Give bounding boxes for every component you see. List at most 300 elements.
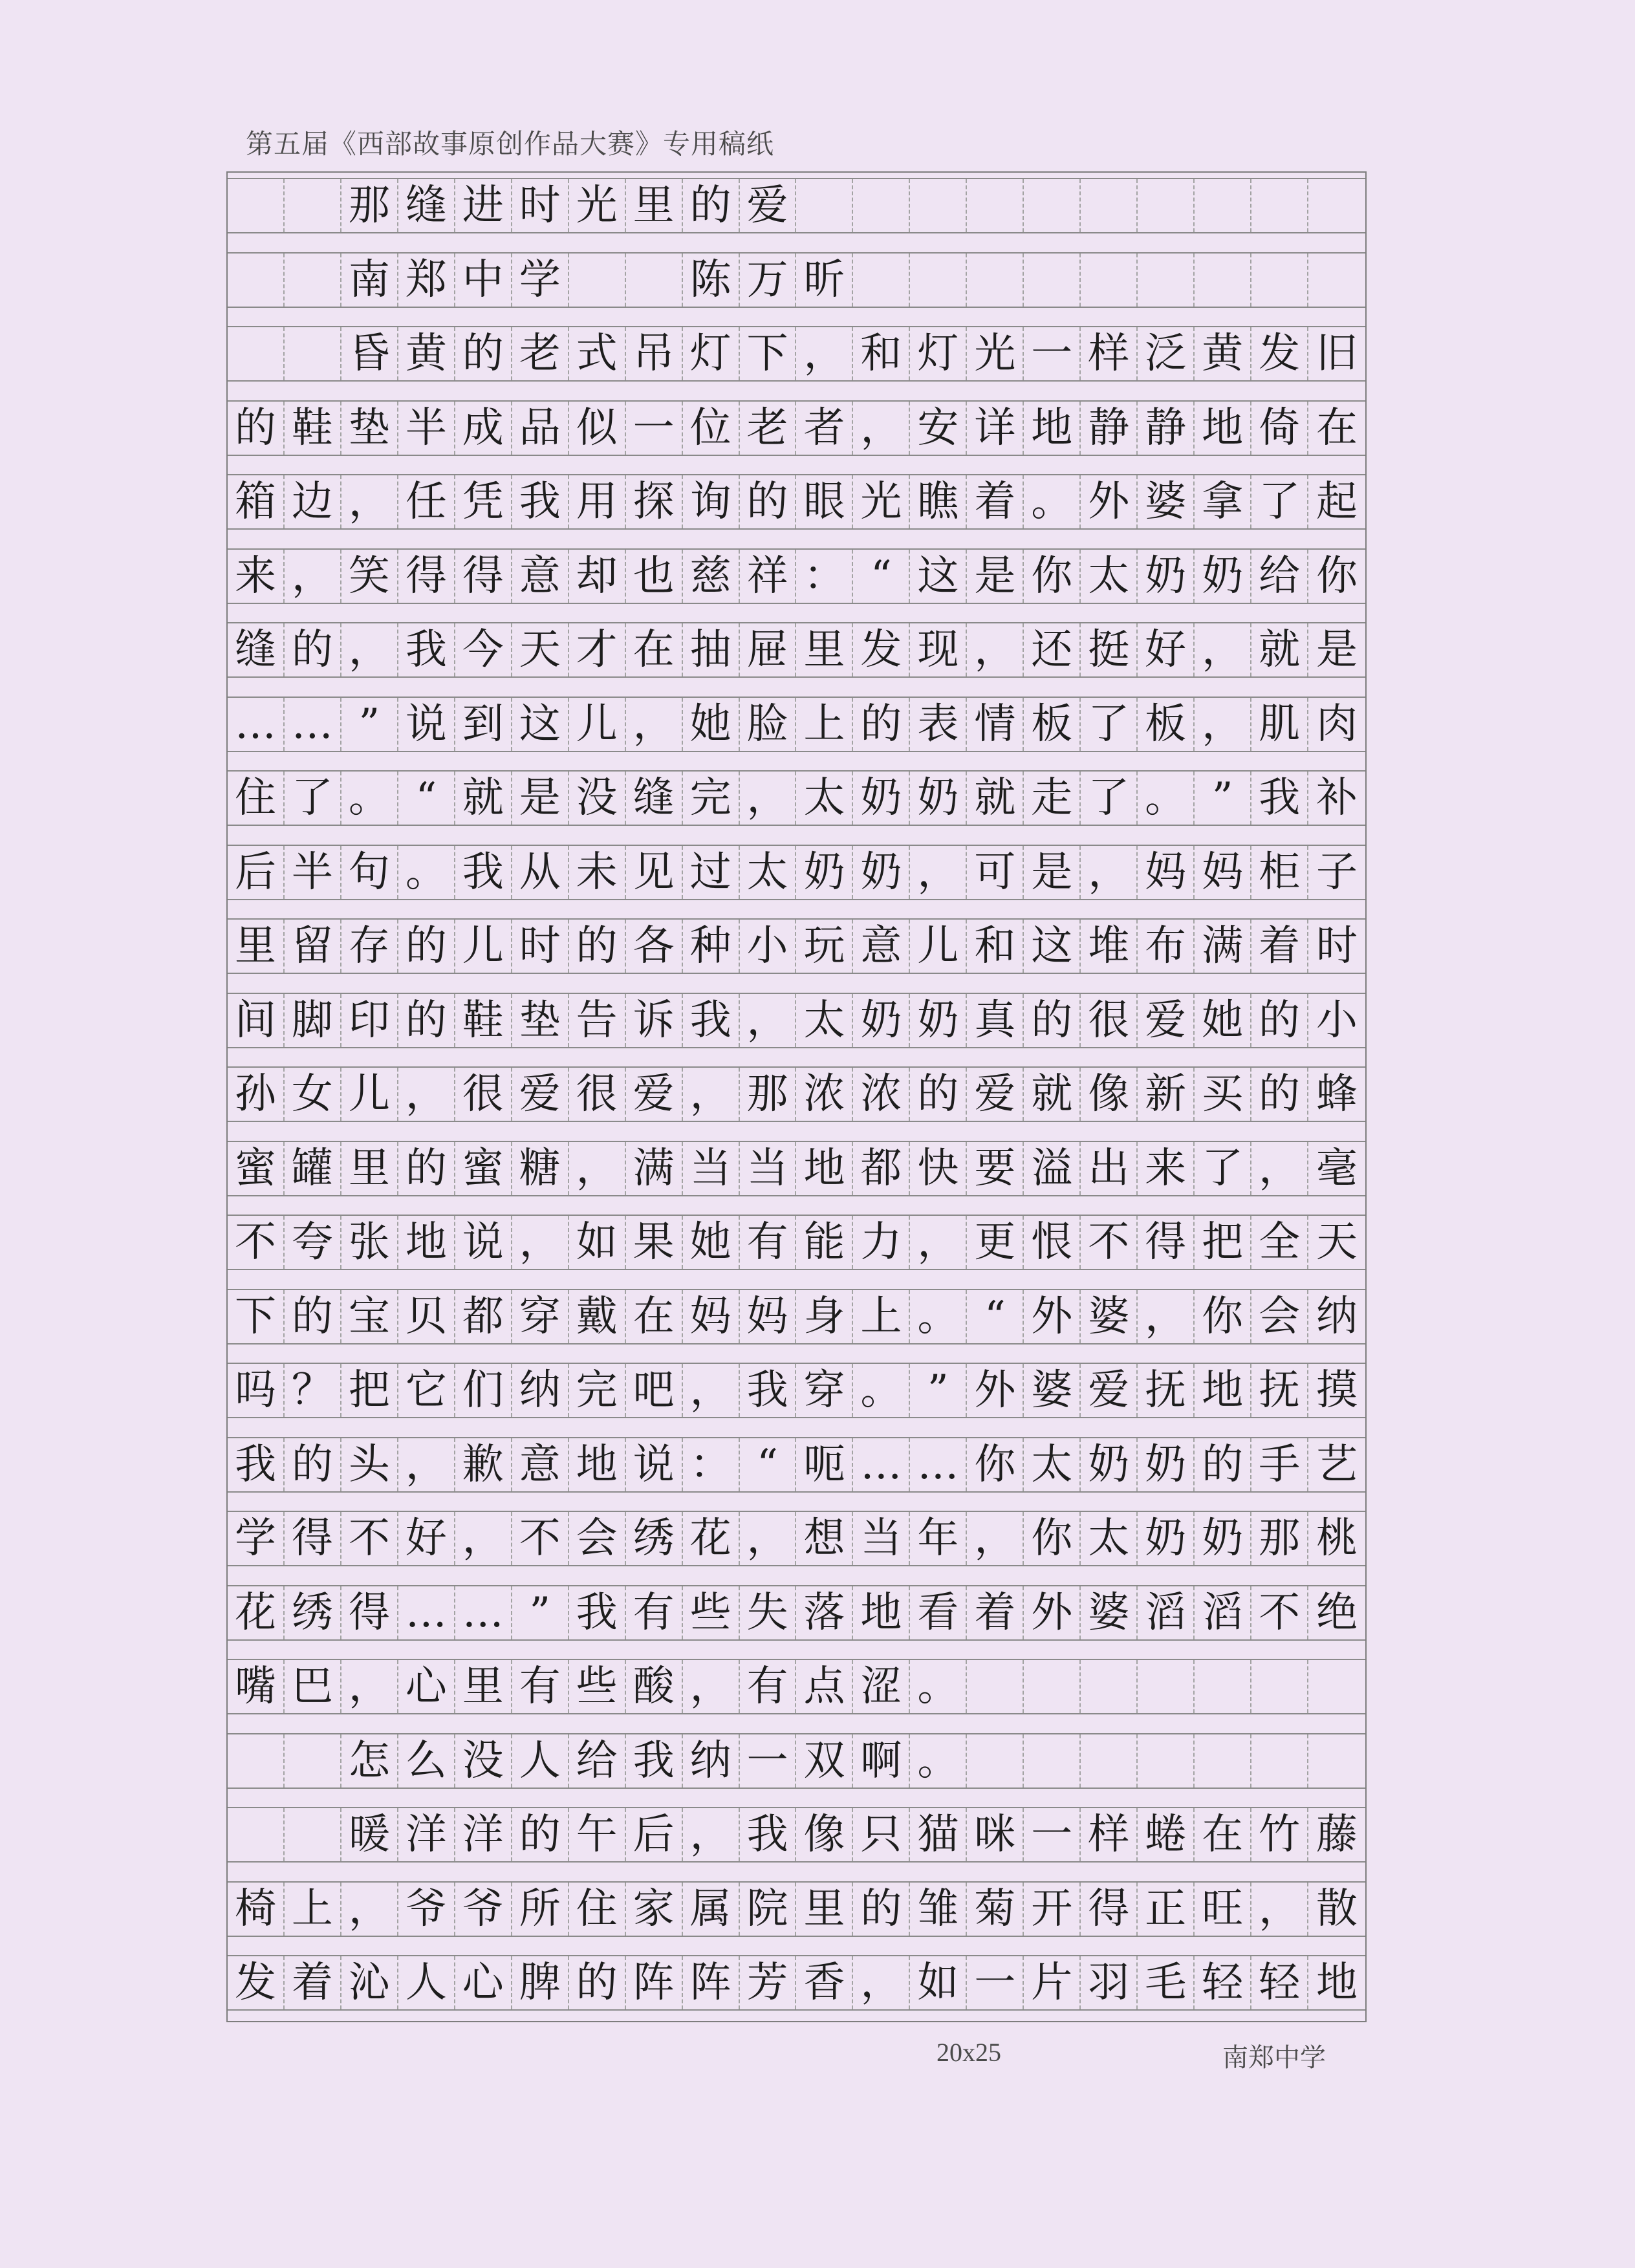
grid-cell: 满 bbox=[626, 1142, 683, 1195]
grid-cell: 。 bbox=[398, 846, 455, 899]
grid-cell: 儿 bbox=[569, 698, 626, 751]
grid-cell: 一 bbox=[626, 402, 683, 455]
grid-cell: 吧 bbox=[626, 1364, 683, 1417]
grid-cell: 发 bbox=[1251, 327, 1308, 380]
grid-cell: 满 bbox=[1195, 920, 1251, 973]
grid-cell: 贝 bbox=[398, 1290, 455, 1343]
grid-cell: 新 bbox=[1138, 1068, 1195, 1121]
grid-cell: 抽 bbox=[683, 623, 740, 676]
grid-cell: 儿 bbox=[455, 920, 512, 973]
grid-cell: 板 bbox=[1138, 698, 1195, 751]
grid-cell: 的 bbox=[285, 1438, 341, 1491]
grid-cell: 恨 bbox=[1024, 1216, 1081, 1269]
grid-cell: 询 bbox=[683, 475, 740, 528]
grid-cell: 宝 bbox=[341, 1290, 398, 1343]
grid-cell: 了 bbox=[1251, 475, 1308, 528]
grid-cell bbox=[1308, 179, 1365, 232]
grid-cell: 的 bbox=[853, 1883, 910, 1936]
grid-cell: 婆 bbox=[1081, 1586, 1138, 1639]
grid-cell bbox=[1024, 1660, 1081, 1713]
grid-cell: 。 bbox=[341, 772, 398, 825]
grid-cell bbox=[1138, 1660, 1195, 1713]
grid-cell: ， bbox=[1195, 698, 1251, 751]
grid-cell: 各 bbox=[626, 920, 683, 973]
grid-cell: 糖 bbox=[512, 1142, 569, 1195]
grid-cell: 瞧 bbox=[910, 475, 967, 528]
grid-cell: 的 bbox=[455, 327, 512, 380]
grid-cell bbox=[285, 1734, 341, 1787]
grid-cell: 外 bbox=[1081, 475, 1138, 528]
grid-cell: ， bbox=[341, 1883, 398, 1936]
grid-cell: “ bbox=[853, 550, 910, 603]
grid-cell: 天 bbox=[1316, 1218, 1358, 1266]
grid-cell: 板 bbox=[1024, 698, 1081, 751]
grid-cell: 有 bbox=[626, 1586, 683, 1639]
grid-cell: 地 bbox=[1024, 402, 1081, 455]
grid-cell: 么 bbox=[398, 1734, 455, 1787]
manuscript-row bbox=[228, 622, 1365, 678]
grid-cell: 在 bbox=[1316, 404, 1358, 452]
grid-cell: 都 bbox=[455, 1290, 512, 1343]
grid-cell: 轻 bbox=[1251, 1956, 1308, 2009]
grid-cell: 我 bbox=[740, 1364, 797, 1417]
grid-cell: 午 bbox=[569, 1808, 626, 1861]
grid-cell: 旺 bbox=[1195, 1883, 1251, 1936]
grid-cell: 香 bbox=[796, 1956, 853, 2009]
grid-cell: 堆 bbox=[1081, 920, 1138, 973]
grid-cell: 雏 bbox=[910, 1883, 967, 1936]
grid-cell: 凭 bbox=[455, 475, 512, 528]
grid-cell: 芳 bbox=[740, 1956, 797, 2009]
grid-cell bbox=[626, 254, 683, 307]
grid-cell: 的 bbox=[1195, 1438, 1251, 1491]
grid-cell: 心 bbox=[398, 1660, 455, 1713]
grid-cell: 溢 bbox=[1024, 1142, 1081, 1195]
grid-cell: 不 bbox=[228, 1216, 285, 1269]
grid-cell: 是 bbox=[1024, 846, 1081, 899]
grid-cell: 会 bbox=[569, 1512, 626, 1565]
manuscript-row bbox=[228, 1733, 1365, 1789]
grid-cell: 我 bbox=[740, 1808, 797, 1861]
grid-cell: 儿 bbox=[910, 920, 967, 973]
manuscript-row bbox=[228, 1881, 1365, 1937]
grid-cell: ， bbox=[796, 327, 853, 380]
grid-cell: 出 bbox=[1081, 1142, 1138, 1195]
grid-cell: 像 bbox=[796, 1808, 853, 1861]
grid-cell: 都 bbox=[853, 1142, 910, 1195]
grid-cell: 老 bbox=[740, 402, 797, 455]
grid-cell: 的 bbox=[569, 1956, 626, 2009]
grid-cell: 会 bbox=[1251, 1290, 1308, 1343]
grid-cell: 的 bbox=[740, 475, 797, 528]
grid-cell: ， bbox=[967, 1512, 1024, 1565]
grid-cell: 她 bbox=[1195, 994, 1251, 1047]
grid-cell: 的 bbox=[910, 1068, 967, 1121]
manuscript-row bbox=[228, 1955, 1365, 2011]
grid-cell: 正 bbox=[1138, 1883, 1195, 1936]
grid-cell: 绣 bbox=[285, 1586, 341, 1639]
grid-cell: 一 bbox=[1024, 327, 1081, 380]
grid-cell: 住 bbox=[228, 772, 285, 825]
grid-cell: 毛 bbox=[1138, 1956, 1195, 2009]
grid-cell: 的 bbox=[512, 1808, 569, 1861]
grid-cell: ： bbox=[796, 550, 853, 603]
grid-cell: 妈 bbox=[740, 1290, 797, 1343]
grid-cell: 式 bbox=[569, 327, 626, 380]
grid-cell: 婆 bbox=[1024, 1364, 1081, 1417]
grid-cell: 上 bbox=[853, 1290, 910, 1343]
grid-cell bbox=[853, 254, 910, 307]
grid-cell: 爱 bbox=[512, 1068, 569, 1121]
grid-cell: 一 bbox=[1024, 1808, 1081, 1861]
grid-cell: 是 bbox=[512, 772, 569, 825]
grid-cell: 来 bbox=[1138, 1142, 1195, 1195]
grid-cell: 留 bbox=[285, 920, 341, 973]
grid-cell: 印 bbox=[341, 994, 398, 1047]
grid-cell bbox=[1081, 1734, 1138, 1787]
grid-cell: 拿 bbox=[1195, 475, 1251, 528]
grid-cell: 失 bbox=[740, 1586, 797, 1639]
grid-cell bbox=[910, 254, 967, 307]
grid-cell: 见 bbox=[626, 846, 683, 899]
grid-cell: 蜷 bbox=[1138, 1808, 1195, 1861]
grid-cell bbox=[1251, 1660, 1308, 1713]
grid-cell: 摸 bbox=[1316, 1366, 1358, 1414]
grid-cell: 毫 bbox=[1316, 1144, 1358, 1193]
grid-cell: ， bbox=[455, 1512, 512, 1565]
grid-cell: 人 bbox=[512, 1734, 569, 1787]
grid-cell: 地 bbox=[1195, 402, 1251, 455]
grid-cell: 婆 bbox=[1081, 1290, 1138, 1343]
grid-cell: 老 bbox=[512, 327, 569, 380]
grid-cell: 安 bbox=[910, 402, 967, 455]
grid-cell: ？ bbox=[285, 1364, 341, 1417]
grid-cell: 灯 bbox=[683, 327, 740, 380]
grid-cell: 的 bbox=[285, 1290, 341, 1343]
grid-cell: 静 bbox=[1138, 402, 1195, 455]
grid-cell: 用 bbox=[569, 475, 626, 528]
grid-cell: 要 bbox=[967, 1142, 1024, 1195]
grid-cell: 里 bbox=[626, 179, 683, 232]
grid-cell: 猫 bbox=[910, 1808, 967, 1861]
grid-cell bbox=[967, 1734, 1024, 1787]
school-footer: 南郑中学 bbox=[1222, 2043, 1326, 2073]
grid-cell: 女 bbox=[285, 1068, 341, 1121]
manuscript-row bbox=[228, 474, 1365, 530]
grid-cell: 布 bbox=[1138, 920, 1195, 973]
grid-cell: 有 bbox=[512, 1660, 569, 1713]
grid-cell bbox=[910, 179, 967, 232]
grid-cell: 发 bbox=[853, 623, 910, 676]
grid-cell: 全 bbox=[1251, 1216, 1308, 1269]
grid-cell: 的 bbox=[398, 920, 455, 973]
grid-cell: 没 bbox=[569, 772, 626, 825]
grid-cell: 子 bbox=[1316, 848, 1358, 896]
grid-cell: 你 bbox=[1195, 1290, 1251, 1343]
grid-cell: 的 bbox=[1251, 1068, 1308, 1121]
grid-cell: 这 bbox=[1024, 920, 1081, 973]
grid-cell: 祥 bbox=[740, 550, 797, 603]
grid-cell: ， bbox=[512, 1216, 569, 1269]
grid-cell: ， bbox=[1081, 846, 1138, 899]
grid-cell: 在 bbox=[1195, 1808, 1251, 1861]
grid-cell: 些 bbox=[683, 1586, 740, 1639]
grid-cell: 涩 bbox=[853, 1660, 910, 1713]
grid-cell: 者 bbox=[796, 402, 853, 455]
grid-cell: 静 bbox=[1081, 402, 1138, 455]
grid-cell: ， bbox=[626, 698, 683, 751]
grid-cell: 当 bbox=[853, 1512, 910, 1565]
grid-cell: 里 bbox=[796, 623, 853, 676]
grid-cell: 就 bbox=[1251, 623, 1308, 676]
grid-cell: 纳 bbox=[1316, 1292, 1358, 1341]
grid-cell bbox=[1195, 179, 1251, 232]
grid-cell: 年 bbox=[910, 1512, 967, 1565]
grid-cell: 鞋 bbox=[285, 402, 341, 455]
grid-cell: ， bbox=[569, 1142, 626, 1195]
grid-cell: 后 bbox=[228, 846, 285, 899]
grid-cell: 的 bbox=[1251, 994, 1308, 1047]
grid-cell: 泛 bbox=[1138, 327, 1195, 380]
manuscript-row bbox=[228, 1363, 1365, 1418]
grid-cell: “ bbox=[967, 1290, 1024, 1343]
grid-cell: 它 bbox=[398, 1364, 455, 1417]
grid-cell bbox=[1024, 1734, 1081, 1787]
grid-cell: 如 bbox=[910, 1956, 967, 2009]
grid-cell: 肌 bbox=[1251, 698, 1308, 751]
grid-cell: 笑 bbox=[341, 550, 398, 603]
grid-cell: 酸 bbox=[626, 1660, 683, 1713]
grid-cell: 意 bbox=[853, 920, 910, 973]
grid-cell: 从 bbox=[512, 846, 569, 899]
grid-cell: 婆 bbox=[1138, 475, 1195, 528]
grid-cell: 那 bbox=[341, 179, 398, 232]
grid-cell: 了 bbox=[1081, 698, 1138, 751]
grid-cell: 太 bbox=[1024, 1438, 1081, 1491]
grid-cell: 我 bbox=[228, 1438, 285, 1491]
grid-cell: 头 bbox=[341, 1438, 398, 1491]
grid-cell: 你 bbox=[1316, 552, 1358, 600]
grid-cell: 很 bbox=[455, 1068, 512, 1121]
grid-cell: 当 bbox=[740, 1142, 797, 1195]
grid-cell: 到 bbox=[455, 698, 512, 751]
grid-cell bbox=[569, 254, 626, 307]
grid-cell: 爱 bbox=[1138, 994, 1195, 1047]
grid-cell: 中 bbox=[455, 254, 512, 307]
grid-cell: 奶 bbox=[796, 846, 853, 899]
grid-cell bbox=[1195, 1734, 1251, 1787]
grid-cell: 柜 bbox=[1251, 846, 1308, 899]
grid-cell: 地 bbox=[398, 1216, 455, 1269]
grid-cell: 轻 bbox=[1195, 1956, 1251, 2009]
grid-cell: 万 bbox=[740, 254, 797, 307]
grid-cell bbox=[1195, 254, 1251, 307]
grid-cell bbox=[1024, 179, 1081, 232]
grid-cell: 边 bbox=[285, 475, 341, 528]
grid-cell: 外 bbox=[967, 1364, 1024, 1417]
grid-cell: 点 bbox=[796, 1660, 853, 1713]
grid-cell: 纳 bbox=[683, 1734, 740, 1787]
grid-cell: ， bbox=[398, 1068, 455, 1121]
grid-cell: 补 bbox=[1316, 774, 1358, 822]
grid-cell: 倚 bbox=[1251, 402, 1308, 455]
grid-cell: 下 bbox=[740, 327, 797, 380]
grid-cell: 。 bbox=[1138, 772, 1195, 825]
grid-cell: 存 bbox=[341, 920, 398, 973]
grid-cell: ： bbox=[683, 1438, 740, 1491]
manuscript-row bbox=[228, 697, 1365, 752]
grid-cell: 想 bbox=[796, 1512, 853, 1565]
grid-cell: 你 bbox=[1024, 1512, 1081, 1565]
grid-cell: 的 bbox=[1024, 994, 1081, 1047]
grid-cell: 妈 bbox=[683, 1290, 740, 1343]
grid-cell: 很 bbox=[1081, 994, 1138, 1047]
grid-cell: 和 bbox=[853, 327, 910, 380]
grid-cell bbox=[1081, 1660, 1138, 1713]
grid-cell bbox=[228, 1808, 285, 1861]
grid-cell: 能 bbox=[796, 1216, 853, 1269]
grid-cell: 爱 bbox=[967, 1068, 1024, 1121]
grid-cell: 得 bbox=[285, 1512, 341, 1565]
grid-cell bbox=[285, 327, 341, 380]
grid-cell: 也 bbox=[626, 550, 683, 603]
grid-cell: 进 bbox=[455, 179, 512, 232]
grid-cell: ， bbox=[740, 994, 797, 1047]
grid-cell: 表 bbox=[910, 698, 967, 751]
grid-cell: 洋 bbox=[455, 1808, 512, 1861]
manuscript-row bbox=[228, 400, 1365, 456]
grid-cell: 了 bbox=[285, 772, 341, 825]
grid-cell: 爷 bbox=[455, 1883, 512, 1936]
grid-cell: 夸 bbox=[285, 1216, 341, 1269]
grid-cell bbox=[853, 179, 910, 232]
grid-cell bbox=[1081, 179, 1138, 232]
grid-cell bbox=[1138, 179, 1195, 232]
grid-cell: 缝 bbox=[626, 772, 683, 825]
grid-cell: 太 bbox=[796, 772, 853, 825]
grid-cell: 罐 bbox=[285, 1142, 341, 1195]
grid-cell bbox=[1024, 254, 1081, 307]
grid-cell: 得 bbox=[398, 550, 455, 603]
grid-cell bbox=[228, 179, 285, 232]
grid-cell: 时 bbox=[512, 179, 569, 232]
grid-cell: 时 bbox=[1316, 922, 1358, 970]
grid-cell: 。 bbox=[853, 1364, 910, 1417]
grid-cell: 奶 bbox=[1138, 550, 1195, 603]
grid-cell: 开 bbox=[1024, 1883, 1081, 1936]
grid-cell: ， bbox=[285, 550, 341, 603]
grid-cell: ” bbox=[1195, 772, 1251, 825]
grid-cell: 没 bbox=[455, 1734, 512, 1787]
grid-cell: 把 bbox=[341, 1364, 398, 1417]
manuscript-row bbox=[228, 1511, 1365, 1566]
grid-cell: 滔 bbox=[1195, 1586, 1251, 1639]
grid-cell: 落 bbox=[796, 1586, 853, 1639]
grid-cell: ， bbox=[398, 1438, 455, 1491]
grid-cell: 黄 bbox=[1195, 327, 1251, 380]
grid-cell: 缝 bbox=[228, 623, 285, 676]
grid-cell: 箱 bbox=[228, 475, 285, 528]
grid-cell: 过 bbox=[683, 846, 740, 899]
grid-cell: “ bbox=[398, 772, 455, 825]
grid-cell: 心 bbox=[455, 1956, 512, 2009]
grid-cell: 那 bbox=[740, 1068, 797, 1121]
grid-cell: 任 bbox=[398, 475, 455, 528]
grid-cell: 有 bbox=[740, 1660, 797, 1713]
grid-cell: 得 bbox=[341, 1586, 398, 1639]
grid-cell: 间 bbox=[228, 994, 285, 1047]
grid-cell: 就 bbox=[967, 772, 1024, 825]
grid-cell: 花 bbox=[683, 1512, 740, 1565]
grid-cell: 住 bbox=[569, 1883, 626, 1936]
grid-cell: 地 bbox=[1316, 1959, 1358, 2007]
grid-cell: 奶 bbox=[853, 772, 910, 825]
grid-cell: 郑 bbox=[398, 254, 455, 307]
grid-cell: ， bbox=[341, 475, 398, 528]
grid-cell bbox=[967, 254, 1024, 307]
grid-cell: 今 bbox=[455, 623, 512, 676]
grid-cell: ， bbox=[341, 623, 398, 676]
grid-cell: 抚 bbox=[1251, 1364, 1308, 1417]
grid-cell bbox=[1138, 1734, 1195, 1787]
manuscript-row bbox=[228, 1437, 1365, 1493]
grid-cell: 花 bbox=[228, 1586, 285, 1639]
grid-cell: 阵 bbox=[683, 1956, 740, 2009]
grid-cell: 她 bbox=[683, 1216, 740, 1269]
grid-cell: 穿 bbox=[796, 1364, 853, 1417]
grid-cell: 奶 bbox=[853, 846, 910, 899]
manuscript-row bbox=[228, 918, 1365, 974]
grid-cell: 意 bbox=[512, 1438, 569, 1491]
grid-cell: 似 bbox=[569, 402, 626, 455]
grid-cell: 好 bbox=[398, 1512, 455, 1565]
manuscript-row bbox=[228, 1659, 1365, 1714]
grid-cell: ” bbox=[341, 698, 398, 751]
grid-cell: 光 bbox=[853, 475, 910, 528]
grid-cell: 浓 bbox=[853, 1068, 910, 1121]
grid-cell bbox=[1251, 1734, 1308, 1787]
grid-cell: 双 bbox=[796, 1734, 853, 1787]
grid-cell: 在 bbox=[626, 623, 683, 676]
grid-cell: 昕 bbox=[796, 254, 853, 307]
grid-cell bbox=[1308, 1660, 1365, 1713]
grid-cell: 啊 bbox=[853, 1734, 910, 1787]
grid-cell: 来 bbox=[228, 550, 285, 603]
grid-cell: 穿 bbox=[512, 1290, 569, 1343]
grid-cell: 却 bbox=[569, 550, 626, 603]
grid-cell: 爱 bbox=[1081, 1364, 1138, 1417]
grid-cell: ， bbox=[683, 1808, 740, 1861]
grid-cell: 得 bbox=[1138, 1216, 1195, 1269]
grid-cell: 。 bbox=[910, 1734, 967, 1787]
grid-cell: 竹 bbox=[1251, 1808, 1308, 1861]
grid-cell: ， bbox=[967, 623, 1024, 676]
grid-cell: 的 bbox=[569, 920, 626, 973]
grid-cell: 我 bbox=[569, 1586, 626, 1639]
grid-cell: 不 bbox=[341, 1512, 398, 1565]
grid-cell: 我 bbox=[455, 846, 512, 899]
grid-cell: 鞋 bbox=[455, 994, 512, 1047]
paper-header: 第五届《西部故事原创作品大赛》专用稿纸 bbox=[246, 128, 775, 160]
grid-cell: 发 bbox=[228, 1956, 285, 2009]
grid-cell: 眼 bbox=[796, 475, 853, 528]
grid-cell: 的 bbox=[228, 402, 285, 455]
grid-cell: 可 bbox=[967, 846, 1024, 899]
grid-cell: 戴 bbox=[569, 1290, 626, 1343]
grid-cell: 学 bbox=[512, 254, 569, 307]
grid-cell: 嘴 bbox=[228, 1660, 285, 1713]
grid-cell: 南 bbox=[341, 254, 398, 307]
